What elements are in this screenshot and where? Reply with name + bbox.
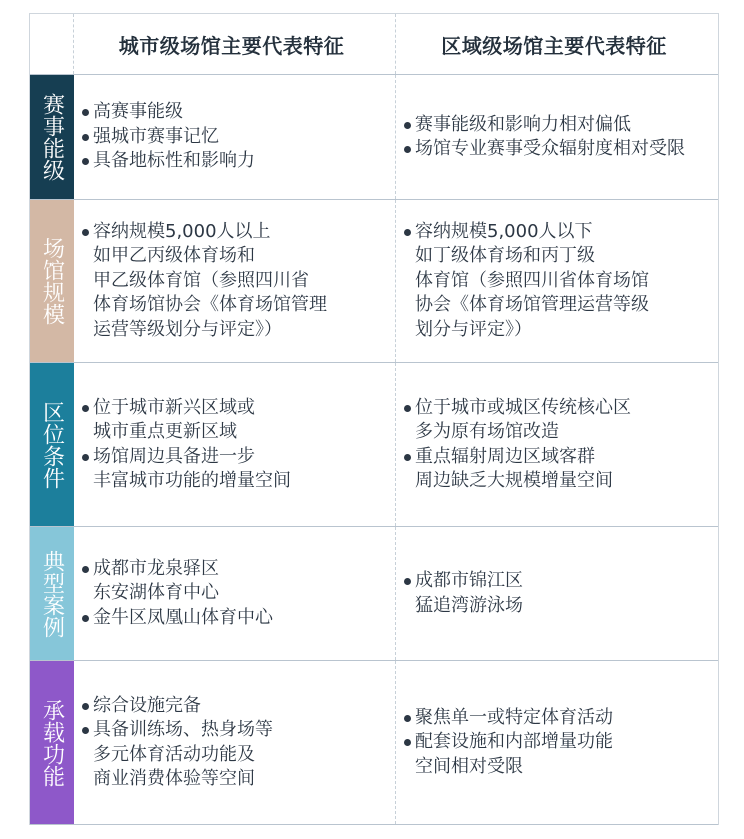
region-cell xyxy=(396,661,718,824)
list-item: 位于城市新兴区域或 城市重点更新区域 xyxy=(78,396,291,445)
region-cell xyxy=(396,200,718,362)
city-list xyxy=(78,694,273,792)
table-row-functions xyxy=(30,661,718,825)
category-cell: 区位条件 xyxy=(30,363,74,526)
category-cell: 典型案例 xyxy=(30,527,74,660)
list-item: 聚焦单一或特定体育活动 xyxy=(400,706,613,731)
list-item: 具备地标性和影响力 xyxy=(78,149,255,174)
region-column-title: 区域级场馆主要代表特征 xyxy=(441,33,667,58)
city-cell xyxy=(74,363,396,526)
list-item: 成都市龙泉驿区 东安湖体育中心 xyxy=(78,557,273,606)
city-cell xyxy=(74,661,396,824)
table-row-location xyxy=(30,363,718,527)
list-item: 容纳规模5,000人以上 如甲乙丙级体育场和 甲乙级体育馆（参照四川省 体育场馆协会《体育场馆管理 运营等级划分与评定》） xyxy=(78,220,327,343)
header-region-cell xyxy=(396,14,718,74)
comparison-table xyxy=(29,13,719,825)
list-item: 配套设施和内部增量功能 空间相对受限 xyxy=(400,730,613,779)
city-column-title: 城市级场馆主要代表特征 xyxy=(118,33,345,58)
region-list xyxy=(400,706,613,780)
city-cell xyxy=(74,75,396,199)
city-list xyxy=(78,220,327,343)
region-list xyxy=(400,396,631,494)
header-city-cell xyxy=(74,14,396,74)
header-corner-cell xyxy=(30,14,74,74)
city-cell xyxy=(74,200,396,362)
region-cell xyxy=(396,527,718,660)
list-item: 容纳规模5,000人以下 如丁级体育场和丙丁级 体育馆（参照四川省体育场馆 协会《体育场馆管理运营等级 划分与评定》） xyxy=(400,220,649,343)
city-list xyxy=(78,100,255,174)
list-item: 综合设施完备 xyxy=(78,694,273,719)
city-list xyxy=(78,557,273,631)
list-item: 位于城市或城区传统核心区 多为原有场馆改造 xyxy=(400,396,631,445)
region-cell xyxy=(396,363,718,526)
table-header-row xyxy=(30,13,718,75)
table-row-venue-scale xyxy=(30,200,718,363)
category-cell: 赛事能级 xyxy=(30,75,74,199)
list-item: 成都市锦江区 猛追湾游泳场 xyxy=(400,569,523,618)
list-item: 高赛事能级 xyxy=(78,100,255,125)
city-list xyxy=(78,396,291,494)
category-cell: 场馆规模 xyxy=(30,200,74,362)
list-item: 场馆周边具备进一步 丰富城市功能的增量空间 xyxy=(78,445,291,494)
list-item: 赛事能级和影响力相对偏低 xyxy=(400,113,685,138)
table-row-typical-cases xyxy=(30,527,718,661)
city-cell xyxy=(74,527,396,660)
region-list xyxy=(400,113,685,162)
list-item: 具备训练场、热身场等 多元体育活动功能及 商业消费体验等空间 xyxy=(78,718,273,792)
list-item: 重点辐射周边区域客群 周边缺乏大规模增量空间 xyxy=(400,445,631,494)
region-list xyxy=(400,569,523,618)
category-cell: 承载功能 xyxy=(30,661,74,824)
list-item: 金牛区凤凰山体育中心 xyxy=(78,606,273,631)
region-cell xyxy=(396,75,718,199)
region-list xyxy=(400,220,649,343)
table-row-event-level xyxy=(30,75,718,200)
list-item: 场馆专业赛事受众辐射度相对受限 xyxy=(400,137,685,162)
list-item: 强城市赛事记忆 xyxy=(78,125,255,150)
